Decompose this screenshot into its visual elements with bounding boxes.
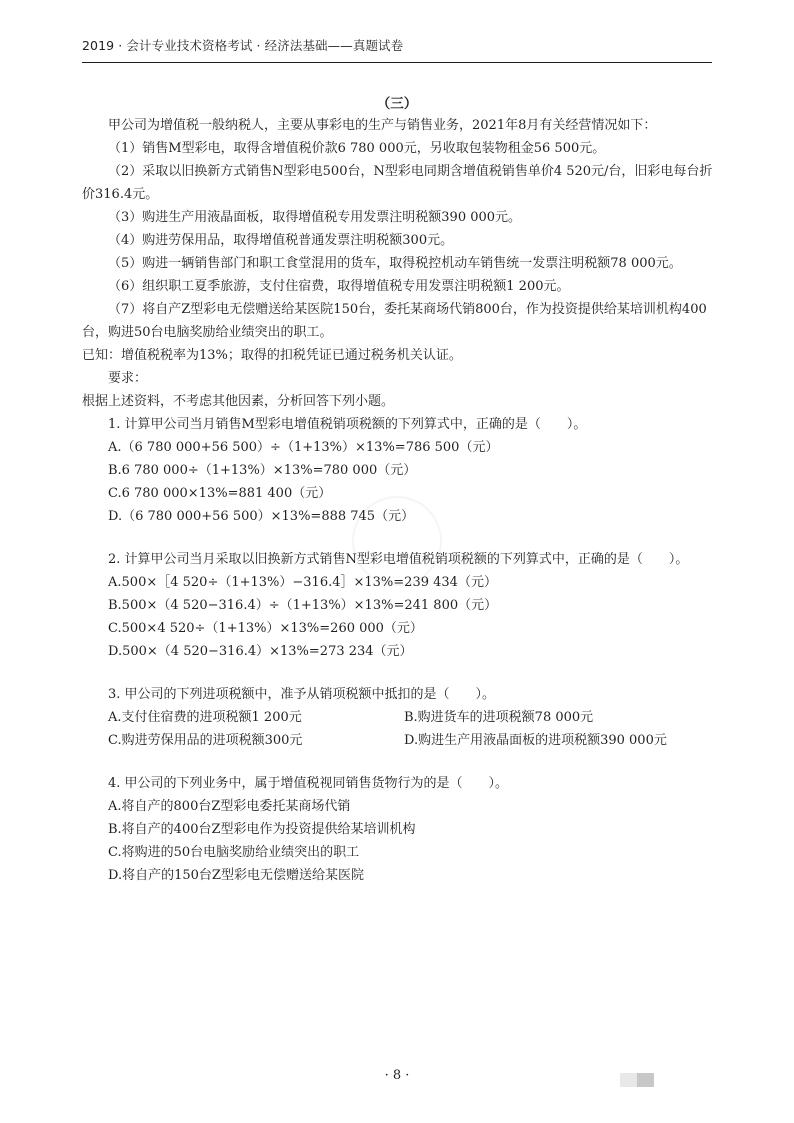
question-3-option-d[interactable]: D.购进生产用液晶面板的进项税额390 000元 [404, 733, 667, 748]
header-divider [82, 62, 712, 63]
fact-6: （6）组织职工夏季旅游，支付住宿费，取得增值税专用发票注明税额1 200元。 [108, 279, 570, 294]
question-3-stem: 3. 甲公司的下列进项税额中，准予从销项税额中抵扣的是（ ）。 [108, 687, 496, 702]
fact-2: （2）采取以旧换新方式销售N型彩电500台，N型彩电同期含增值税销售单价4 520元/台，旧彩电每台折价316.4元。 [82, 164, 713, 202]
fact-7: （7）将自产Z型彩电无偿赠送给某医院150台，委托某商场代销800台，作为投资提供给某培训机构400台，购进50台电脑奖励给业绩突出的职工。 [82, 302, 707, 340]
question-1-stem: 1. 计算甲公司当月销售M型彩电增值税销项税额的下列算式中，正确的是（ ）。 [108, 417, 587, 432]
requirement-text: 根据上述资料，不考虑其他因素，分析回答下列小题。 [82, 394, 395, 409]
page-number: · 8 · [384, 1068, 410, 1083]
question-4-option-a[interactable]: A.将自产的800台Z型彩电委托某商场代销 [108, 799, 351, 814]
question-2-option-c[interactable]: C.500×4 520÷（1+13%）×13%=260 000（元） [108, 621, 423, 636]
known-conditions: 已知：增值税税率为13%；取得的扣税凭证已通过税务机关认证。 [82, 348, 462, 363]
question-4-option-c[interactable]: C.将购进的50台电脑奖励给业绩突出的职工 [108, 845, 360, 860]
intro-paragraph: 甲公司为增值税一般纳税人，主要从事彩电的生产与销售业务，2021年8月有关经营情况如下： [108, 118, 657, 133]
fact-1: （1）销售M型彩电，取得含增值税价款6 780 000元，另收取包装物租金56 500元。 [108, 141, 606, 156]
question-4-option-b[interactable]: B.将自产的400台Z型彩电作为投资提供给某培训机构 [108, 822, 416, 837]
question-3-option-a[interactable]: A.支付住宿费的进项税额1 200元 [108, 710, 302, 725]
question-4-option-d[interactable]: D.将自产的150台Z型彩电无偿赠送给某医院 [108, 868, 364, 883]
question-1-option-b[interactable]: B.6 780 000÷（1+13%）×13%=780 000（元） [108, 463, 417, 478]
question-2-option-d[interactable]: D.500×（4 520−316.4）×13%=273 234（元） [108, 644, 413, 659]
question-1-option-a[interactable]: A.（6 780 000+56 500）÷（1+13%）×13%=786 500（元） [108, 440, 499, 455]
question-1-option-d[interactable]: D.（6 780 000+56 500）×13%=888 745（元） [108, 509, 415, 524]
question-2-option-b[interactable]: B.500×（4 520−316.4）÷（1+13%）×13%=241 800（元） [108, 598, 498, 613]
fact-3: （3）购进生产用液晶面板，取得增值税专用发票注明税额390 000元。 [108, 210, 522, 225]
corner-mark [620, 1073, 654, 1087]
requirement-label: 要求： [108, 371, 148, 386]
question-2-stem: 2. 计算甲公司当月采取以旧换新方式销售N型彩电增值税销项税额的下列算式中，正确的是（ ）。 [108, 552, 689, 567]
section-title: （三） [376, 96, 418, 112]
document-body [82, 114, 714, 887]
running-header: 2019 · 会计专业技术资格考试 · 经济法基础——真题试卷 [82, 38, 404, 53]
fact-5: （5）购进一辆销售部门和职工食堂混用的货车，取得税控机动车销售统一发票注明税额78 000元。 [108, 256, 682, 271]
question-3-option-c[interactable]: C.购进劳保用品的进项税额300元 [108, 733, 303, 748]
fact-4: （4）购进劳保用品，取得增值税普通发票注明税额300元。 [108, 233, 454, 248]
question-3-option-b[interactable]: B.购进货车的进项税额78 000元 [404, 710, 594, 725]
question-1-option-c[interactable]: C.6 780 000×13%=881 400（元） [108, 486, 332, 501]
question-2-option-a[interactable]: A.500×［4 520÷（1+13%）−316.4］×13%=239 434（元） [108, 575, 497, 590]
question-4-stem: 4. 甲公司的下列业务中，属于增值税视同销售货物行为的是（ ）。 [108, 776, 509, 791]
